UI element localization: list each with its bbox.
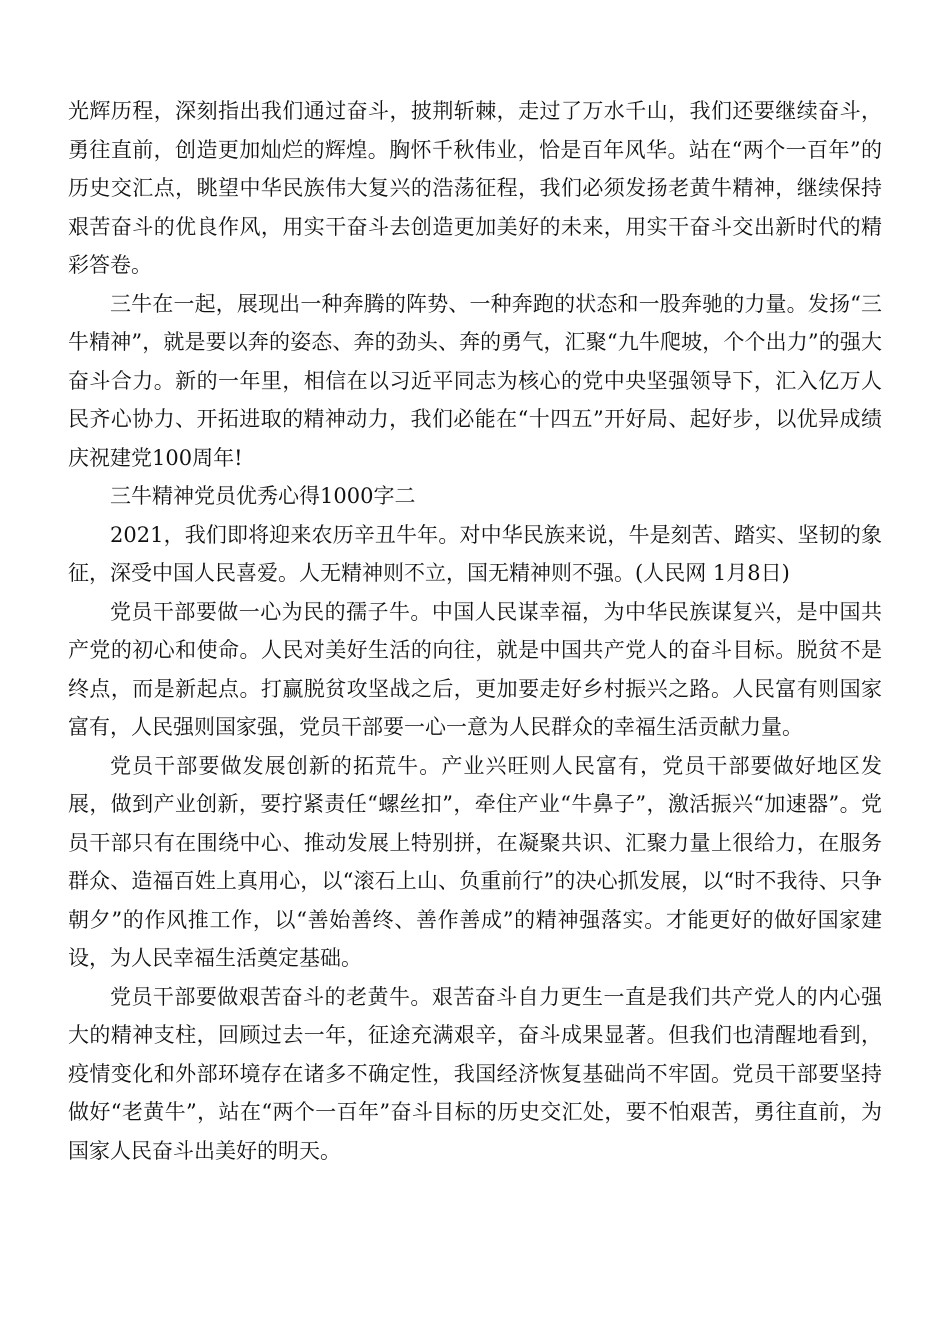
paragraph-servant-ox: 党员干部要做一心为民的孺子牛。中国人民谋幸福，为中华民族谋复兴，是中国共产党的初心和使命。人民对美好生活的向往，就是中国共产党人的奋斗目标。脱贫不是终点，而是新起点。打赢脱贫攻坚战之后，更加要走好乡村振兴之路。人民富有则国家富有，人民强则国家强，党员干部要一心一意为人民群众的幸福生活贡献力量。 (68, 599, 882, 739)
paragraph-old-ox: 党员干部要做艰苦奋斗的老黄牛。艰苦奋斗自力更生一直是我们共产党人的内心强大的精神支柱，回顾过去一年，征途充满艰辛，奋斗成果显著。但我们也清醒地看到，疫情变化和外部环境存在诸多不确定性，我国经济恢复基础尚不牢固。党员干部要坚持做好“老黄牛”，站在“两个一百年”奋斗目标的历史交汇处，要不怕艰苦，勇往直前，为国家人民奋斗出美好的明天。 (68, 984, 882, 1163)
section-heading: 三牛精神党员优秀心得1000字二 (110, 484, 416, 508)
paragraph-pioneer-ox: 党员干部要做发展创新的拓荒牛。产业兴旺则人民富有，党员干部要做好地区发展，做到产业创新，要拧紧责任“螺丝扣”，牵住产业“牛鼻子”，激活振兴“加速器”。党员干部只有在围绕中心、推动发展上特别拼，在凝聚共识、汇聚力量上很给力，在服务群众、造福百姓上真用心，以“滚石上山、负重前行”的决心抓发展，以“时不我待、只争朝夕”的作风推工作，以“善始善终、善作善成”的精神强落实。才能更好的做好国家建设，为人民幸福生活奠定基础。 (68, 753, 882, 970)
paragraph-intro-2021: 2021，我们即将迎来农历辛丑牛年。对中华民族来说，牛是刻苦、踏实、坚韧的象征，深受中国人民喜爱。人无精神则不立，国无精神则不强。(人民网 1月8日) (68, 522, 882, 585)
paragraph-three-bulls: 三牛在一起，展现出一种奔腾的阵势、一种奔跑的状态和一股奔驰的力量。发扬“三牛精神”，就是要以奔的姿态、奔的劲头、奔的勇气，汇聚“九牛爬坡，个个出力”的强大奋斗合力。新的一年里，相信在以习近平同志为核心的党中央坚强领导下，汇入亿万人民齐心协力、开拓进取的精神动力，我们必能在“十四五”开好局、起好步，以优异成绩庆祝建党100周年! (68, 291, 882, 470)
paragraph-continuation: 光辉历程，深刻指出我们通过奋斗，披荆斩棘，走过了万水千山，我们还要继续奋斗，勇往直前，创造更加灿烂的辉煌。胸怀千秋伟业，恰是百年风华。站在“两个一百年”的历史交汇点，眺望中华民族伟大复兴的浩荡征程，我们必须发扬老黄牛精神，继续保持艰苦奋斗的优良作风，用实干奋斗去创造更加美好的未来，用实干奋斗交出新时代的精彩答卷。 (68, 99, 882, 277)
document-page (68, 92, 882, 1170)
